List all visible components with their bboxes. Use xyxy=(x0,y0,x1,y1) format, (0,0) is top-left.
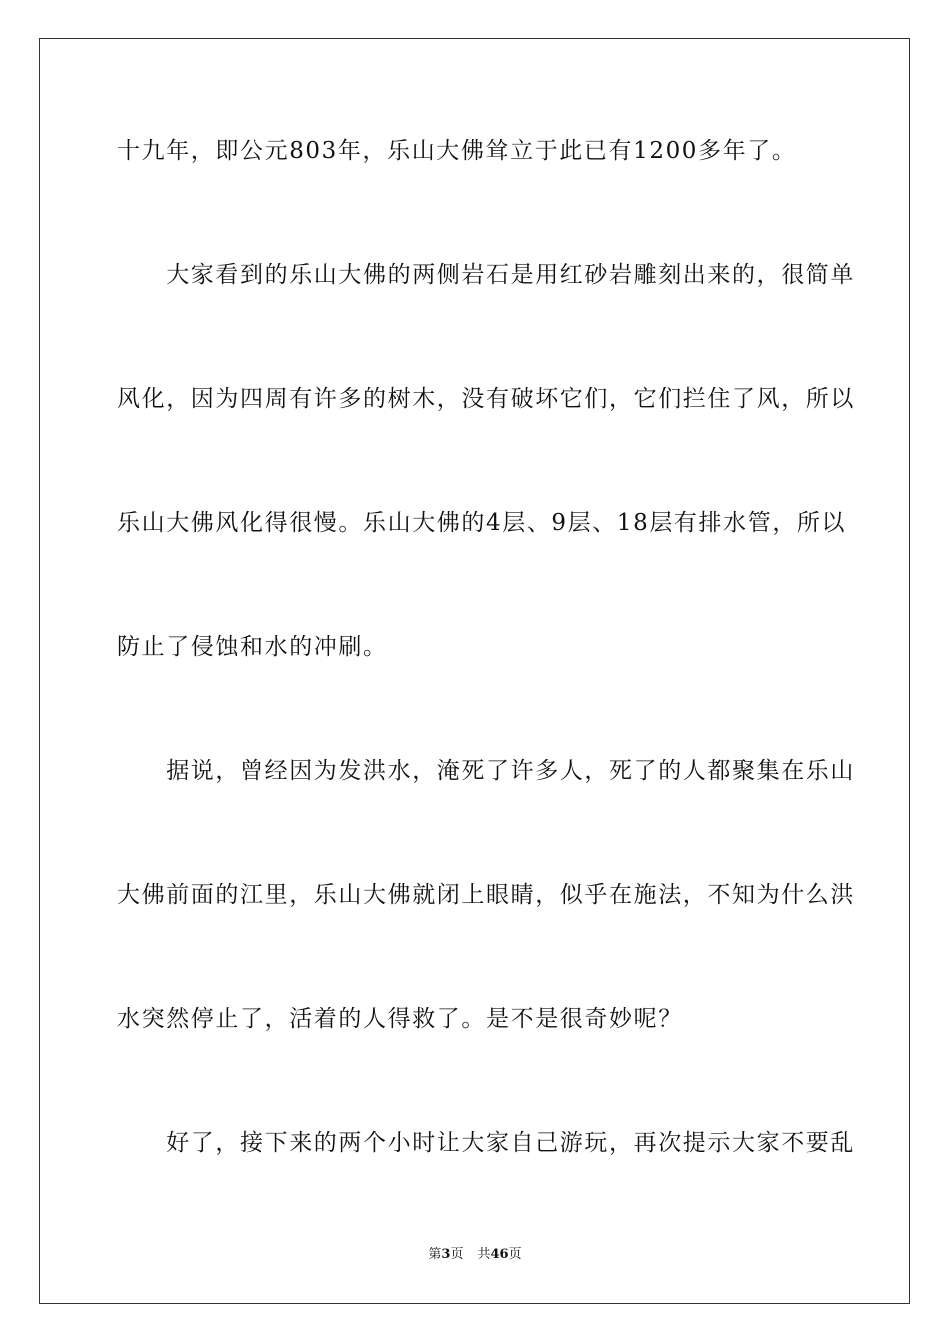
text-line-8: 水突然停止了，活着的人得救了。是不是很奇妙呢？ xyxy=(117,1006,683,1032)
total-suffix: 页 xyxy=(508,1247,522,1262)
total-prefix: 共 xyxy=(477,1247,491,1262)
text-line-2: 大家看到的乐山大佛的两侧岩石是用红砂岩雕刻出来的，很简单 xyxy=(117,262,855,288)
text-line-3: 风化，因为四周有许多的树木，没有破坏它们，它们拦住了风，所以 xyxy=(117,386,855,412)
page-suffix: 页 xyxy=(450,1247,464,1262)
text-line-5: 防止了侵蚀和水的冲刷。 xyxy=(117,634,388,660)
page-border xyxy=(39,38,910,1304)
total-pages: 46 xyxy=(490,1247,509,1262)
text-line-9: 好了，接下来的两个小时让大家自己游玩，再次提示大家不要乱 xyxy=(117,1130,855,1156)
text-line-7: 大佛前面的江里，乐山大佛就闭上眼睛，似乎在施法，不知为什么洪 xyxy=(117,882,855,908)
text-line-4: 乐山大佛风化得很慢。乐山大佛的4层、9层、18层有排水管，所以 xyxy=(117,510,847,536)
text-line-1: 十九年，即公元803年，乐山大佛耸立于此已有1200多年了。 xyxy=(117,138,797,164)
page-prefix: 第 xyxy=(428,1247,442,1262)
text-line-6: 据说，曾经因为发洪水，淹死了许多人，死了的人都聚集在乐山 xyxy=(117,758,855,784)
page-footer xyxy=(0,1246,950,1264)
page-number: 3 xyxy=(441,1247,451,1262)
